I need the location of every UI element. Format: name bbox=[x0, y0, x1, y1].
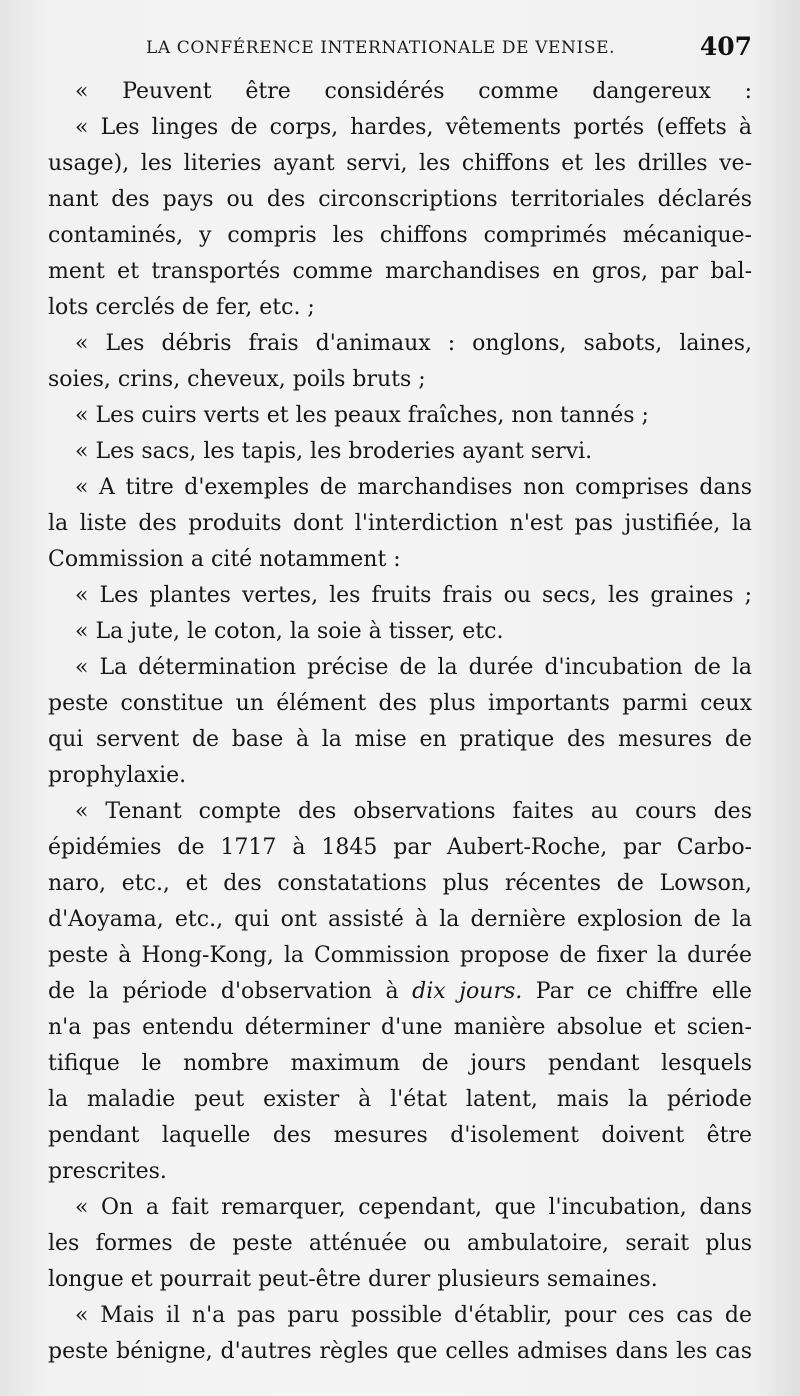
text-line: longue et pourrait peut-être durer plusieurs semaines. bbox=[48, 1267, 658, 1292]
text-line: qui servent de base à la mise en pratique des mesures de bbox=[48, 727, 752, 752]
text-line: « Les débris frais d'animaux : onglons, sabots, laines, bbox=[75, 331, 752, 356]
text-line: soies, crins, cheveux, poils bruts ; bbox=[48, 367, 426, 392]
text-line: n'a pas entendu déterminer d'une manière absolue et scien- bbox=[48, 1015, 752, 1040]
text-line: « Mais il n'a pas paru possible d'établir, pour ces cas de bbox=[75, 1303, 752, 1328]
text-line: la liste des produits dont l'interdiction n'est pas justifiée, la bbox=[48, 511, 752, 536]
body-text bbox=[48, 74, 752, 1370]
text-line: peste bénigne, d'autres règles que celles admises dans les cas bbox=[48, 1339, 752, 1364]
text-line: « Tenant compte des observations faites au cours des bbox=[75, 799, 752, 824]
text-line: « La détermination précise de la durée d'incubation de la bbox=[75, 655, 752, 680]
text-segment: Par ce chiffre elle bbox=[522, 979, 752, 1004]
text-line: « Les linges de corps, hardes, vêtements portés (effets à bbox=[75, 115, 752, 140]
text-line: « On a fait remarquer, cependant, que l'incubation, dans bbox=[75, 1195, 752, 1220]
text-line: « Les cuirs verts et les peaux fraîches, non tannés ; bbox=[75, 403, 649, 428]
italic-phrase: dix jours. bbox=[412, 979, 523, 1004]
text-line: nant des pays ou des circonscriptions territoriales déclarés bbox=[48, 187, 752, 212]
text-line: naro, etc., et des constatations plus récentes de Lowson, bbox=[48, 871, 752, 896]
text-line: épidémies de 1717 à 1845 par Aubert-Roche, par Carbo- bbox=[48, 835, 752, 860]
text-line: prophylaxie. bbox=[48, 763, 187, 788]
text-line: pendant laquelle des mesures d'isolement doivent être bbox=[48, 1123, 752, 1148]
text-line: lots cerclés de fer, etc. ; bbox=[48, 295, 315, 320]
text-line: les formes de peste atténuée ou ambulatoire, serait plus bbox=[48, 1231, 752, 1256]
text-line: contaminés, y compris les chiffons comprimés mécanique- bbox=[48, 223, 752, 248]
text-line-with-italic bbox=[48, 974, 752, 1010]
text-line: ment et transportés comme marchandises en gros, par bal- bbox=[48, 259, 752, 284]
text-line: « A titre d'exemples de marchandises non comprises dans bbox=[75, 475, 752, 500]
text-line: la maladie peut exister à l'état latent, mais la période bbox=[48, 1087, 752, 1112]
text-line: « La jute, le coton, la soie à tisser, etc. bbox=[75, 619, 504, 644]
text-line: tifique le nombre maximum de jours pendant lesquels bbox=[48, 1051, 752, 1076]
running-title: LA CONFÉRENCE INTERNATIONALE DE VENISE. bbox=[146, 38, 616, 58]
text-line: prescrites. bbox=[48, 1159, 167, 1184]
text-line: Commission a cité notamment : bbox=[48, 547, 401, 572]
text-line: « Les sacs, les tapis, les broderies ayant servi. bbox=[75, 439, 593, 464]
text-line: peste à Hong-Kong, la Commission propose de fixer la durée bbox=[48, 943, 752, 968]
text-segment: de la période d'observation à bbox=[48, 979, 413, 1004]
page-header bbox=[48, 32, 752, 68]
text-line: « Les plantes vertes, les fruits frais ou secs, les graines ; bbox=[75, 583, 752, 608]
page-number: 407 bbox=[699, 32, 752, 61]
text-line: usage), les literies ayant servi, les chiffons et les drilles ve- bbox=[48, 151, 752, 176]
text-line: « Peuvent être considérés comme dangereux : bbox=[75, 79, 752, 104]
text-line: peste constitue un élément des plus importants parmi ceux bbox=[48, 691, 752, 716]
text-line: d'Aoyama, etc., qui ont assisté à la dernière explosion de la bbox=[48, 907, 752, 932]
